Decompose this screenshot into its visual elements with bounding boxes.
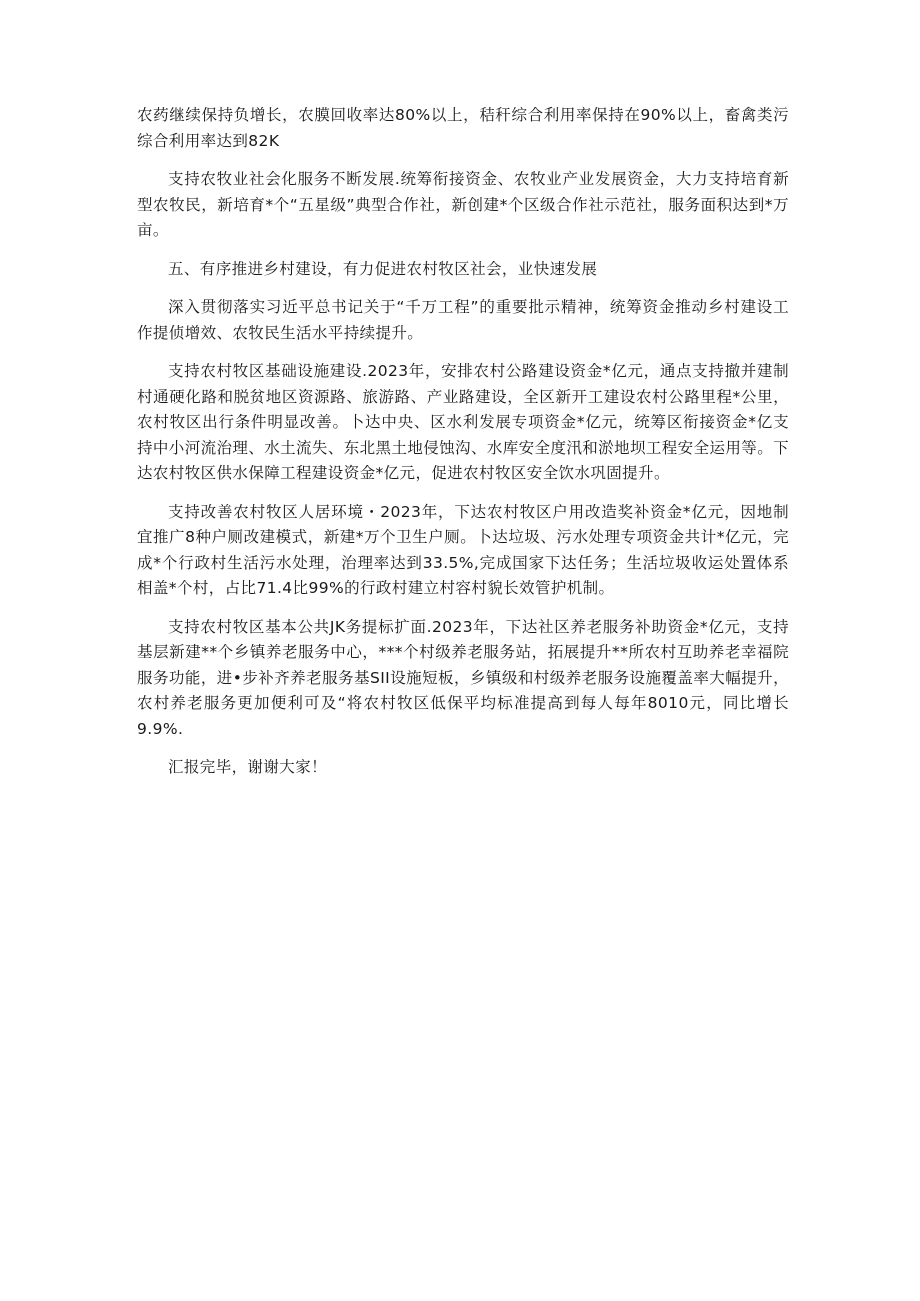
document-body <box>137 103 789 794</box>
paragraph-socialized-services: 支持农牧业社会化服务不断发展.统筹衔接资金、农牧业产业发展资金，大力支持培育新型农牧民，新培育*个“五星级”典型合作社，新创建*个区级合作社示范社，服务面积达到*万亩。 <box>137 170 789 239</box>
paragraph-public-services: 支持农村牧区基本公共JK务提标扩面.2023年，下达社区养老服务补助资金*亿元，支持基层新建**个乡镇养老服务中心，***个村级养老服务站，拓展提升**所农村互助养老幸福院服务功能，进•步补齐养老服务基SII设施短板，乡镇级和村级养老服务设施覆盖率大幅提升，农村养老服务更加便利可及“将农村牧区低保平均标准提高到每人每年8010元，同比增长9.9%. <box>137 617 789 738</box>
paragraph-pollution-control: 农药继续保持负增长，农膜回收率达80%以上，秸秆综合利用率保持在90%以上，畜禽类污综合利用率达到82K <box>137 106 789 150</box>
paragraph-thousand-project: 深入贯彻落实习近平总书记关于“千万工程”的重要批示精神，统筹资金推动乡村建设工作提侦增效、农牧民生活水平持续提升。 <box>137 298 789 342</box>
paragraph-closing: 汇报完毕，谢谢大家！ <box>168 758 328 776</box>
paragraph-living-environment: 支持改善农村牧区人居环境・2023年，下达农村牧区户用改造奖补资金*亿元，因地制宜推广8种户厕改建模式，新建*万个卫生户厕。卜达垃圾、污水处理专项资金共计*亿元，完成*个行政村生活污水处理，治理率达到33.5%,完成国家下达任务；生活垃圾收运处置体系相盖*个村，占比71.4比99%的行政村建立村容村貌长效管护机制。 <box>137 502 789 597</box>
paragraph-infrastructure: 支持农村牧区基础设施建设.2023年，安排农村公路建设资金*亿元，通点支持撤并建制村通硬化路和脱贫地区资源路、旅游路、产业路建设，全区新开工建设农村公路里程*公里，农村牧区出行条件明显改善。卜达中央、区水利发展专项资金*亿元，统筹区衔接资金*亿支持中小河流治理、水土流失、东北黑土地侵蚀沟、水库安全度汛和淤地坝工程安全运用等。下达农村牧区供水保障工程建设资金*亿元，促进农村牧区安全饮水巩固提升。 <box>137 362 789 482</box>
section-heading-rural-construction: 五、有序推进乡村建设，有力促进农村牧区社会，业快速发展 <box>168 259 598 278</box>
